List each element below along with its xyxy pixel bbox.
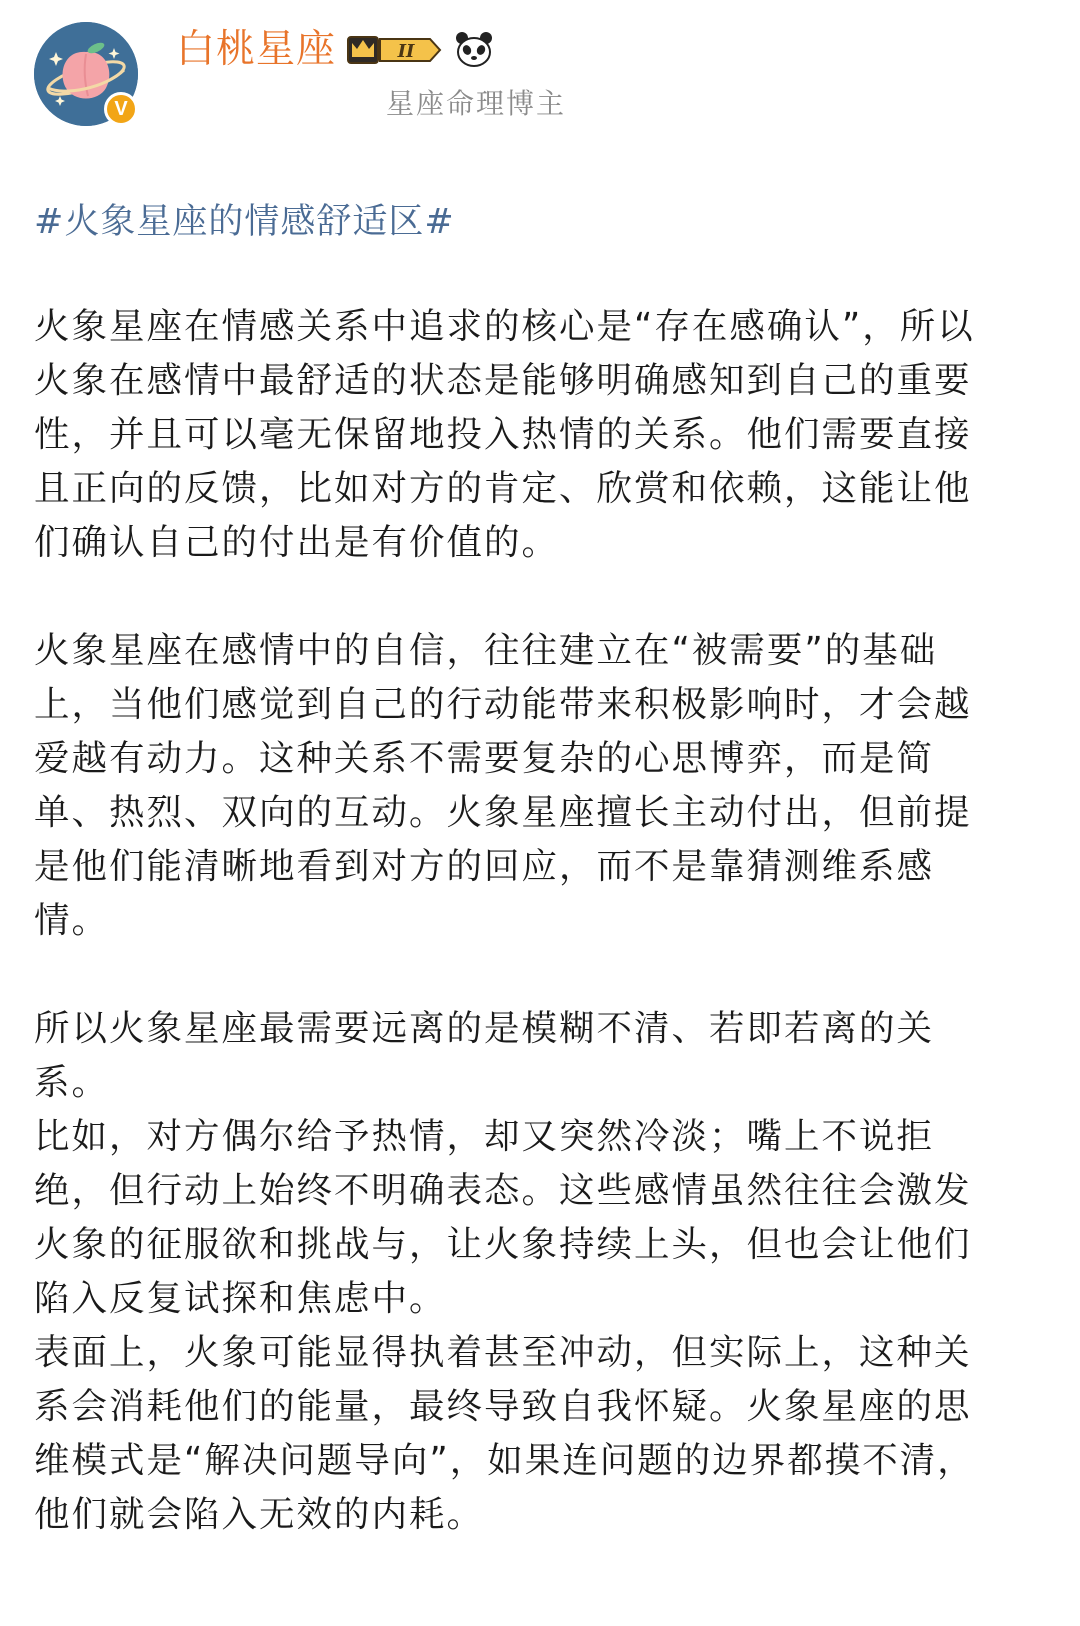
- level-badge-text: II: [397, 41, 415, 62]
- hashtag-link[interactable]: #火象星座的情感舒适区#: [34, 202, 455, 242]
- author-bio: 星座命理博主: [386, 87, 567, 120]
- post-header: [34, 22, 1044, 132]
- paragraph-3: 所以火象星座最需要远离的是模糊不清、若即若离的关系。: [34, 1008, 935, 1103]
- paragraph-2: 火象星座在感情中的自信，往往建立在“被需要”的基础上，当他们感觉到自己的行动能带来积极影响时，才会越爱越有动力。这种关系不需要复杂的心思博弈，而是简单、热烈、双向的互动。火象星座擅长主动付出，但前提是他们能清晰地看到对方的回应，而不是靠猜测维系感情。: [34, 630, 972, 941]
- crown-level-badge-icon[interactable]: [344, 31, 444, 69]
- verified-icon: V: [104, 92, 138, 126]
- paragraph-1: 火象星座在情感关系中追求的核心是“存在感确认”，所以火象在感情中最舒适的状态是能够明确感知到自己的重要性，并且可以毫无保留地投入热情的关系。他们需要直接且正向的反馈，比如对方的肯定、欣赏和依赖，这能让他们确认自己的付出是有价值的。: [34, 306, 975, 563]
- avatar[interactable]: [34, 22, 138, 126]
- panda-icon[interactable]: [454, 30, 494, 70]
- username[interactable]: 白桃星座: [176, 27, 337, 72]
- paragraph-5: 表面上，火象可能显得执着甚至冲动，但实际上，这种关系会消耗他们的能量，最终导致自我怀疑。火象星座的思维模式是“解决问题导向”，如果连问题的边界都摸不清，他们就会陷入无效的内耗。: [34, 1332, 975, 1535]
- post-body: [34, 300, 994, 1542]
- paragraph-4: 比如，对方偶尔给予热情，却又突然冷淡；嘴上不说拒绝，但行动上始终不明确表态。这些感情虽然往往会激发火象的征服欲和挑战与，让火象持续上头，但也会让他们陷入反复试探和焦虑中。: [34, 1116, 972, 1319]
